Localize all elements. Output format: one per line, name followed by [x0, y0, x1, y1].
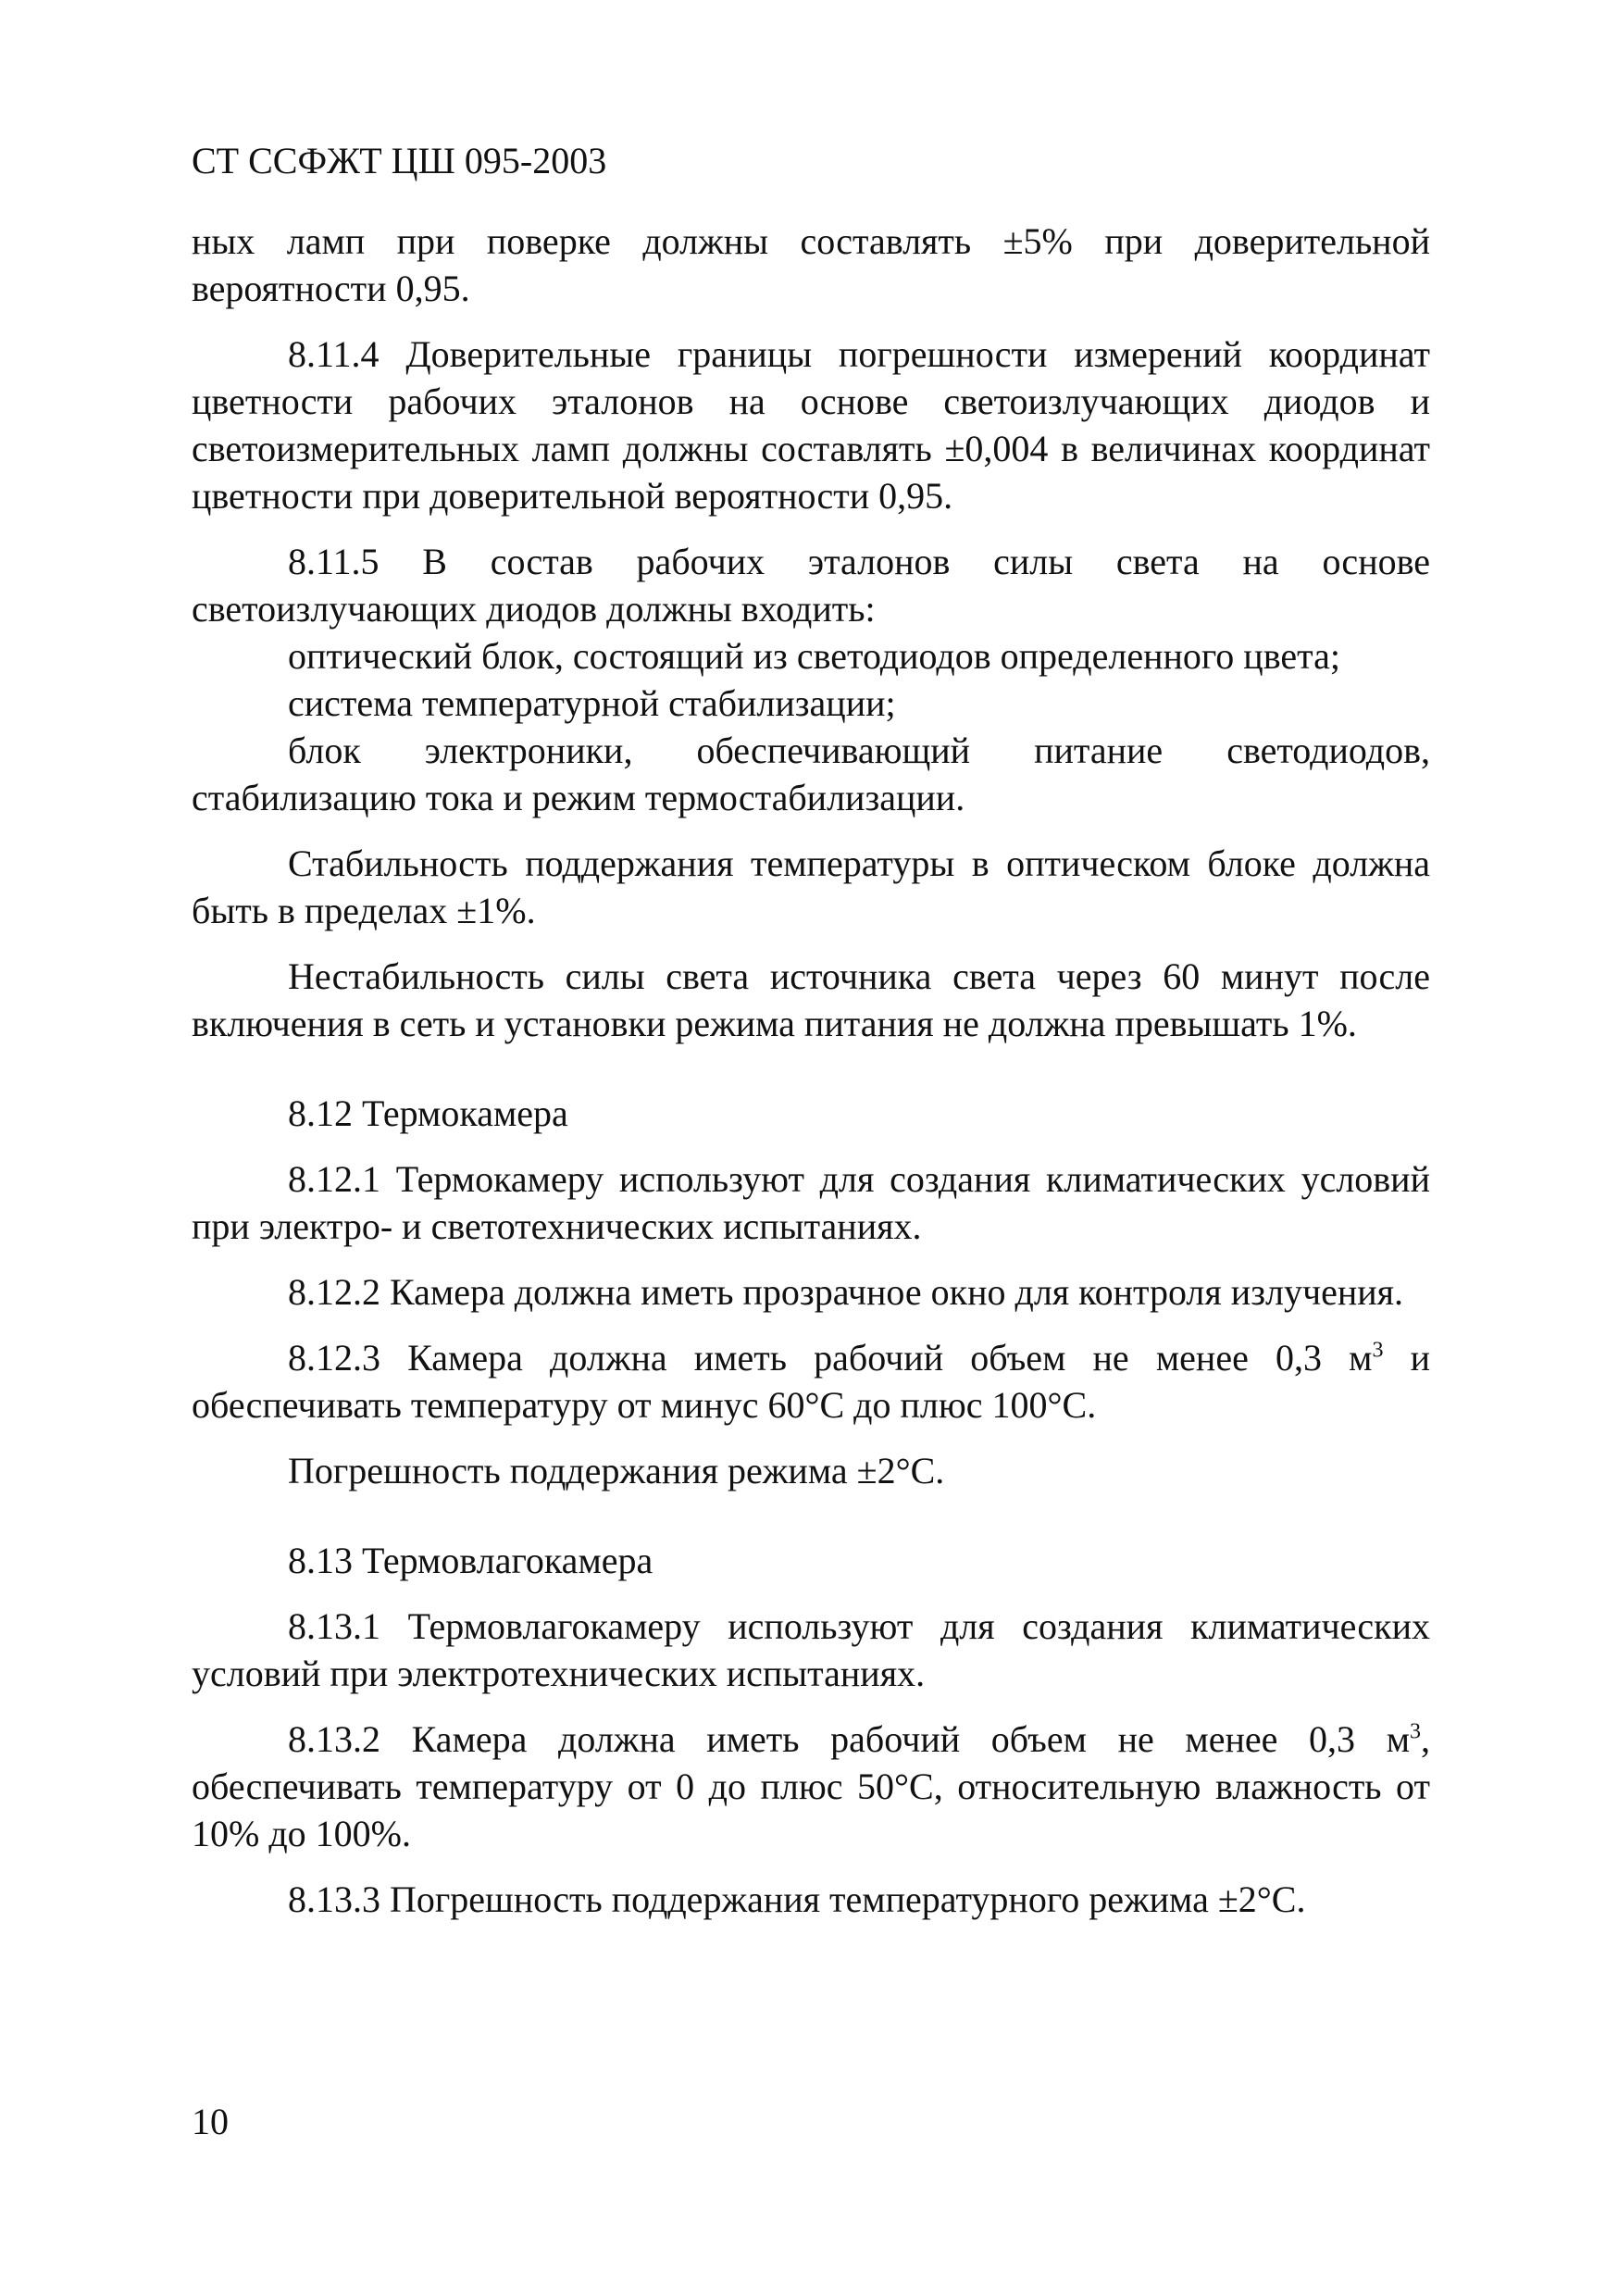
paragraph-8-12-3-end: и обеспечивать температуру от минус 60°С до плюс 100°С.: [192, 1337, 1431, 1426]
paragraph-8-12-2: 8.12.2 Камера должна иметь прозрачное окно для контроля излучения.: [288, 1271, 1404, 1313]
section-title-8-12: 8.12 Термокамера: [288, 1092, 568, 1134]
paragraph-8-11-5: 8.11.5 В состав рабочих эталонов силы света на основе светоизлучающих диодов должны входить:: [192, 541, 1430, 630]
paragraph-8-13-1: 8.13.1 Термовлагокамеру используют для создания климатических условий при электротехнических испытаниях.: [192, 1605, 1430, 1694]
list-item-electronics-block: блок электроники, обеспечивающий питание светодиодов, стабилизацию тока и режим термостабилизации.: [192, 730, 1430, 818]
page-header: СТ ССФЖТ ЦШ 095-2003: [192, 140, 607, 181]
paragraph-continuation: ных ламп при поверке должны составлять ±5% при доверительной вероятности 0,95.: [192, 220, 1430, 309]
paragraph-temperature-stability: Стабильность поддержания температуры в оптическом блоке должна быть в пределах ±1%.: [192, 842, 1430, 931]
section-title-8-13: 8.13 Термовлагокамера: [288, 1540, 653, 1581]
paragraph-8-12-3: [192, 1334, 1430, 1429]
paragraph-8-13-2-end: , обеспечивать температуру от 0 до плюс 50°С, относительную влажность от 10% до 100%.: [192, 1718, 1430, 1854]
paragraph-8-12-1: 8.12.1 Термокамеру используют для создания климатических условий при электро- и светотехнических испытаниях.: [192, 1158, 1430, 1247]
list-item-temperature-system: система температурной стабилизации;: [288, 682, 896, 724]
list-item-optical-block: оптический блок, состоящий из светодиодов определенного цвета;: [288, 635, 1340, 677]
paragraph-light-instability: Нестабильность силы света источника света через 60 минут после включения в сеть и установки режима питания не должна превышать 1%.: [192, 955, 1430, 1044]
document-body: [192, 218, 1430, 1923]
paragraph-8-13-2-start: 8.13.2 Камера должна иметь рабочий объем не менее 0,3 м: [288, 1718, 1410, 1760]
superscript-cubic: 3: [1372, 1338, 1384, 1363]
paragraph-8-13-3: 8.13.3 Погрешность поддержания температурного режима ±2°С.: [288, 1878, 1306, 1920]
paragraph-mode-accuracy: Погрешность поддержания режима ±2°С.: [288, 1450, 945, 1491]
paragraph-8-13-2: [192, 1716, 1430, 1857]
superscript-cubic: 3: [1410, 1719, 1421, 1744]
paragraph-8-12-3-start: 8.12.3 Камера должна иметь рабочий объем не менее 0,3 м: [288, 1337, 1373, 1379]
paragraph-8-11-4: 8.11.4 Доверительные границы погрешности измерений координат цветности рабочих эталонов на основе светоизлучающих диодов и светоизмерительных ламп должны составлять ±0,004 в величинах координат цветности при доверительной вероятности 0,95.: [192, 333, 1430, 517]
page-number: 10: [192, 2101, 229, 2142]
